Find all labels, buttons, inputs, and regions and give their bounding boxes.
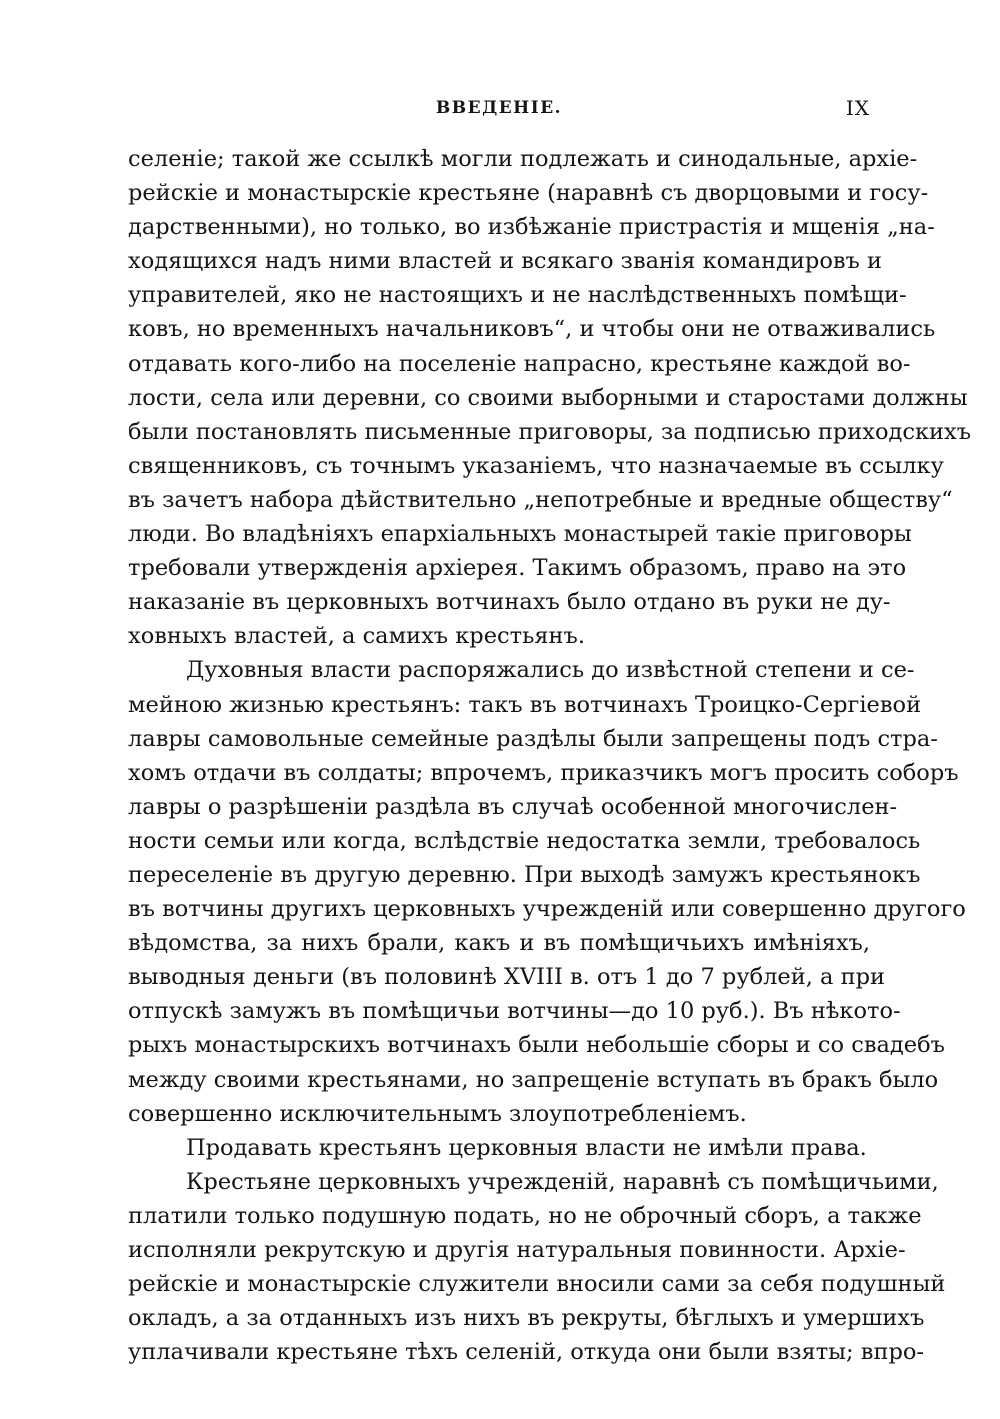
page-number: IX — [845, 96, 870, 120]
text-line: лавры о разрѣшеніи раздѣла въ случаѣ особенной многочислен- — [128, 793, 898, 820]
text-line: дарственными), но только, во избѣжаніе пристрастія и мщенія „на- — [128, 214, 935, 241]
text-line: уплачивали крестьяне тѣхъ селеній, откуда они были взяты; впро- — [128, 1339, 925, 1366]
text-line: въ зачетъ набора дѣйствительно „непотребные и вредные обществу“ — [128, 486, 953, 513]
text-line: управителей, яко не настоящихъ и не наслѣдственныхъ помѣщи- — [128, 282, 907, 309]
text-line: отпускѣ замужъ въ помѣщичьи вотчины—до 10 руб.). Въ нѣкото- — [128, 998, 901, 1025]
running-head: ВВЕДЕНІЕ. — [435, 98, 563, 118]
text-line: окладъ, а за отданныхъ изъ нихъ въ рекруты, бѣглыхъ и умершихъ — [128, 1305, 925, 1332]
text-line: наказаніе въ церковныхъ вотчинахъ было отдано въ руки не ду- — [128, 589, 891, 616]
text-line: ховныхъ властей, а самихъ крестьянъ. — [128, 623, 585, 650]
text-line: выводныя деньги (въ половинѣ XVIII в. отъ 1 до 7 рублей, а при — [128, 964, 885, 991]
text-line: требовали утвержденія архіерея. Такимъ образомъ, право на это — [128, 555, 907, 582]
text-line: вѣдомства, за нихъ брали, какъ и въ помѣщичьихъ имѣніяхъ, — [128, 930, 870, 957]
text-line: переселеніе въ другую деревню. При выходѣ замужъ крестьянокъ — [128, 861, 921, 888]
text-line: мейною жизнью крестьянъ: такъ въ вотчинахъ Троицко-Сергіевой — [128, 691, 922, 718]
text-line: въ вотчины другихъ церковныхъ учрежденій или совершенно другого — [128, 896, 966, 923]
text-line: рыхъ монастырскихъ вотчинахъ были небольшіе сборы и со свадебъ — [128, 1032, 945, 1059]
text-line: хомъ отдачи въ солдаты; впрочемъ, приказчикъ могъ просить соборъ — [128, 759, 959, 786]
text-line: отдавать кого-либо на поселеніе напрасно, крестьяне каждой во- — [128, 350, 911, 377]
text-line: Продавать крестьянъ церковныя власти не имѣли права. — [186, 1134, 867, 1161]
page-header — [128, 98, 870, 138]
text-line: платили только подушную подать, но не оброчный сборъ, а также — [128, 1202, 922, 1229]
text-line: священниковъ, съ точнымъ указаніемъ, что назначаемые въ ссылку — [128, 452, 944, 479]
text-line: рейскіе и монастырскіе служители вносили сами за себя подушный — [128, 1271, 946, 1298]
text-line: исполняли рекрутскую и другія натуральныя повинности. Архіе- — [128, 1237, 906, 1263]
text-line: были постановлять письменные приговоры, за подписью приходскихъ — [128, 418, 972, 445]
text-line: лавры самовольные семейные раздѣлы были запрещены подъ стра- — [128, 725, 938, 752]
text-line: ности семьи или когда, вслѣдствіе недостатка земли, требовалось — [128, 827, 921, 854]
text-line: люди. Во владѣніяхъ епархіальныхъ монастырей такіе приговоры — [128, 521, 912, 548]
text-line: совершенно исключительнымъ злоупотребленіемъ. — [128, 1100, 747, 1127]
text-line: селеніе; такой же ссылкѣ могли подлежать и синодальные, архіе- — [128, 146, 918, 172]
text-line: ходящихся надъ ними властей и всякаго званія командировъ и — [128, 248, 883, 275]
text-line: лости, села или деревни, со своими выборными и старостами должны — [128, 384, 968, 411]
text-line: между своими крестьянами, но запрещеніе вступать въ бракъ было — [128, 1066, 939, 1093]
text-line: Духовныя власти распоряжались до извѣстной степени и се- — [186, 657, 915, 684]
text-line: рейскіе и монастырскіе крестьяне (наравнѣ съ дворцовыми и госу- — [128, 180, 929, 207]
text-line: Крестьяне церковныхъ учрежденій, наравнѣ съ помѣщичьими, — [186, 1168, 939, 1195]
text-line: ковъ, но временныхъ начальниковъ“, и чтобы они не отваживались — [128, 316, 936, 343]
body-text — [128, 142, 972, 1369]
